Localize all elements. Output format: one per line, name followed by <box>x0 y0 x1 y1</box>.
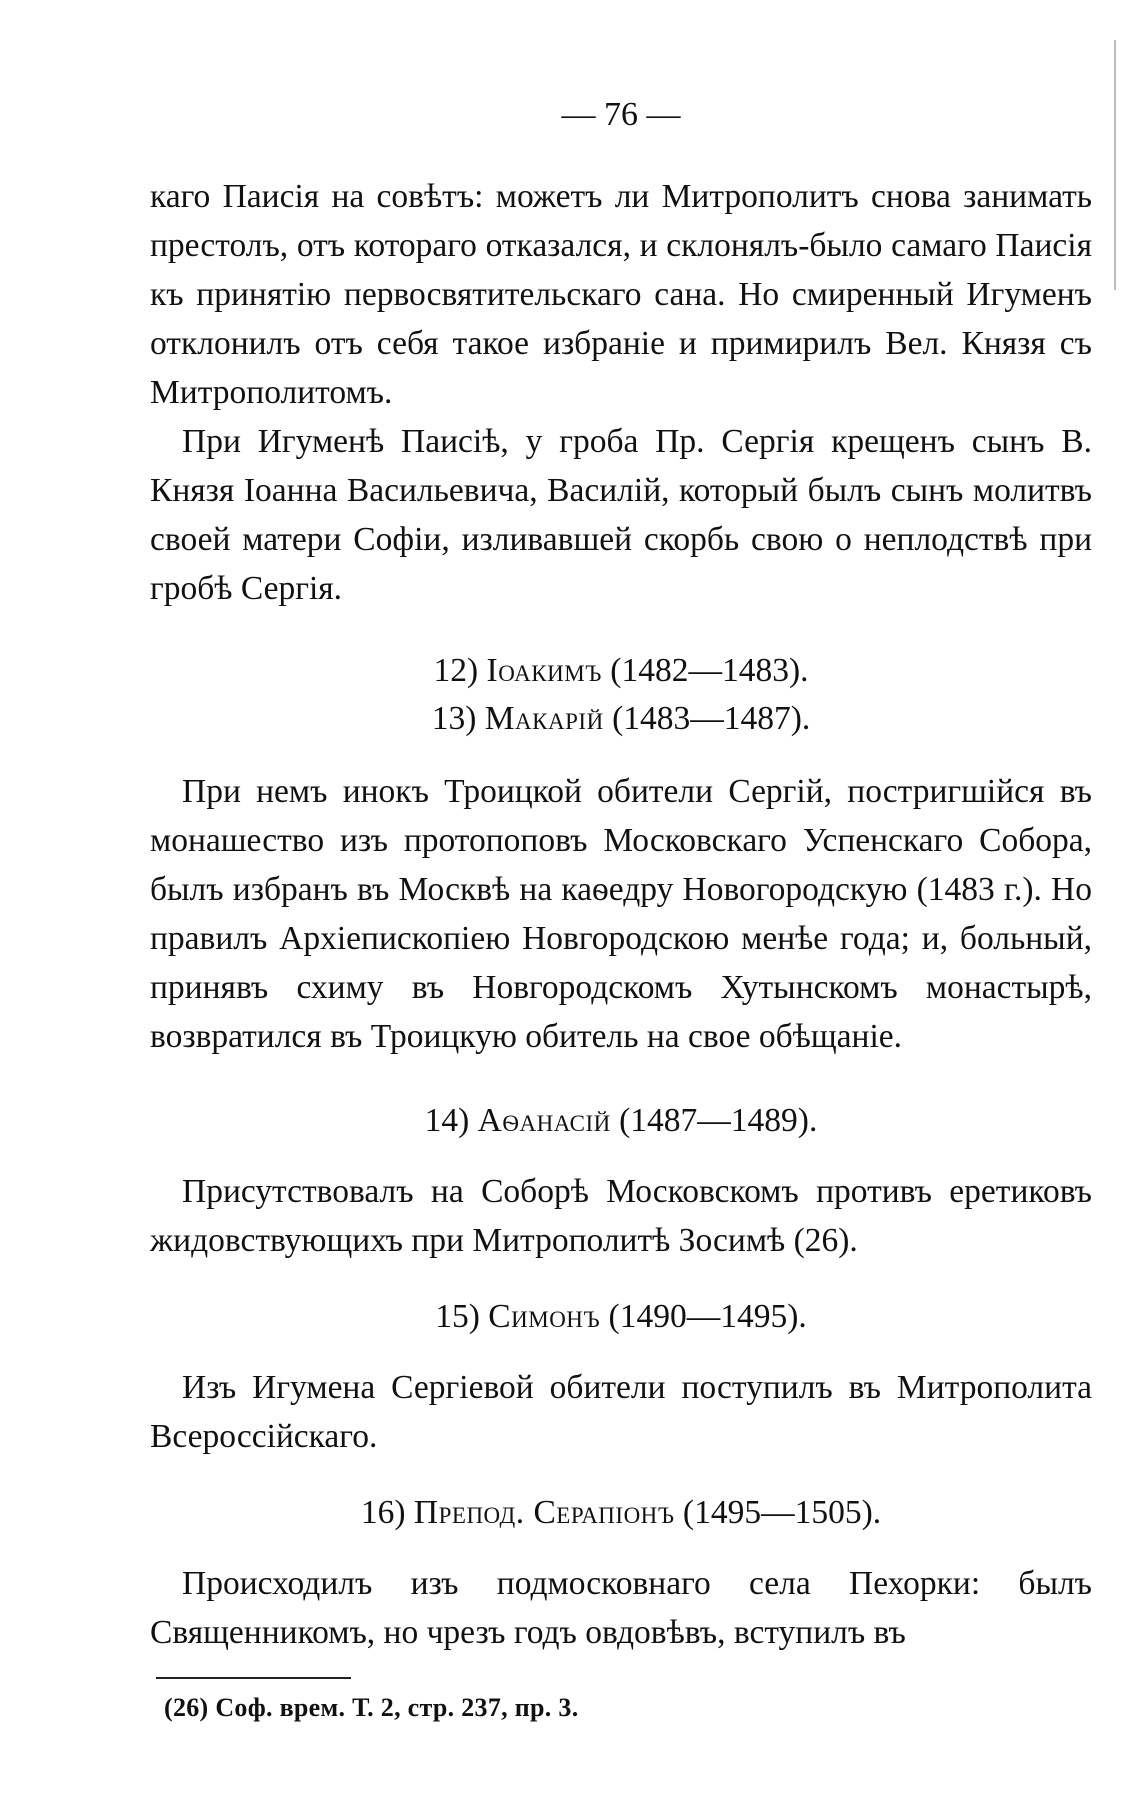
heading-athanasius <box>150 1097 1092 1145</box>
heading-number: 16) <box>360 1494 406 1531</box>
book-page <box>150 96 1092 1723</box>
paragraph-paisius-council: каго Паисія на совѣтъ: можетъ ли Митрополитъ снова занимать престолъ, отъ котораго отказался, и склонялъ-было самаго Паисія къ принятію первосвятительскаго сана. Но смиренный Игуменъ отклонилъ отъ себя такое избраніе и примирилъ Вел. Князя съ Митрополитомъ. <box>150 178 1092 411</box>
page-number: — 76 — <box>561 96 681 133</box>
heading-number: 14) <box>424 1102 470 1139</box>
paragraph-athanasius: Присутствовалъ на Соборѣ Московскомъ противъ еретиковъ жидовствующихъ при Митрополитѣ Зосимѣ (26). <box>150 1173 1092 1259</box>
heading-group-12-13 <box>150 647 1092 743</box>
heading-years: (1495—1505). <box>682 1494 882 1531</box>
heading-number: 13) <box>431 700 477 737</box>
footnote-rule <box>156 1677 351 1679</box>
heading-years: (1483—1487). <box>612 700 811 737</box>
heading-name: Симонъ <box>488 1298 601 1335</box>
paragraph-serapion: Происходилъ изъ подмосковнаго села Пехорки: былъ Священникомъ, но чрезъ годъ овдовѣвъ, вступилъ въ <box>150 1565 1092 1651</box>
heading-number: 12) <box>433 652 479 689</box>
heading-years: (1490—1495). <box>608 1298 807 1335</box>
heading-number: 15) <box>435 1298 480 1335</box>
margin-edge-line <box>1114 40 1116 290</box>
heading-joachim <box>150 647 1092 695</box>
heading-years: (1487—1489). <box>619 1102 818 1139</box>
heading-years: (1482—1483). <box>610 652 809 689</box>
paragraph-macarius: При немъ инокъ Троицкой обители Сергій, постригшійся въ монашество изъ протопоповъ Московскаго Успенскаго Собора, былъ избранъ въ Москвѣ на каѳедру Новогородскую (1483 г.). Но правилъ Архіепископіею Новгородскою менѣе года; и, больный, принявъ схиму въ Новгородскомъ Хутынскомъ монастырѣ, возвратился въ Троицкую обитель на свое обѣщаніе. <box>150 773 1092 1055</box>
heading-name: Аѳанасій <box>477 1102 611 1139</box>
paragraph-simon: Изъ Игумена Сергіевой обители поступилъ въ Митрополита Всероссійскаго. <box>150 1369 1092 1455</box>
heading-simon <box>150 1293 1092 1341</box>
heading-serapion <box>150 1489 1092 1537</box>
heading-macarius <box>150 695 1092 743</box>
footnote: (26) Соф. врем. Т. 2, стр. 237, пр. 3. <box>164 1693 579 1722</box>
heading-name: Макарій <box>484 700 604 737</box>
heading-name: Препод. Серапіонъ <box>413 1494 675 1531</box>
heading-name: Іоакимъ <box>486 652 602 689</box>
paragraph-baptism-vasily: При Игуменѣ Паисіѣ, у гроба Пр. Сергія крещенъ сынъ В. Князя Іоанна Васильевича, Василій, который былъ сынъ молитвъ своей матери Софіи, изливавшей скорбь свою о неплодствѣ при гробѣ Сергія. <box>150 423 1092 607</box>
